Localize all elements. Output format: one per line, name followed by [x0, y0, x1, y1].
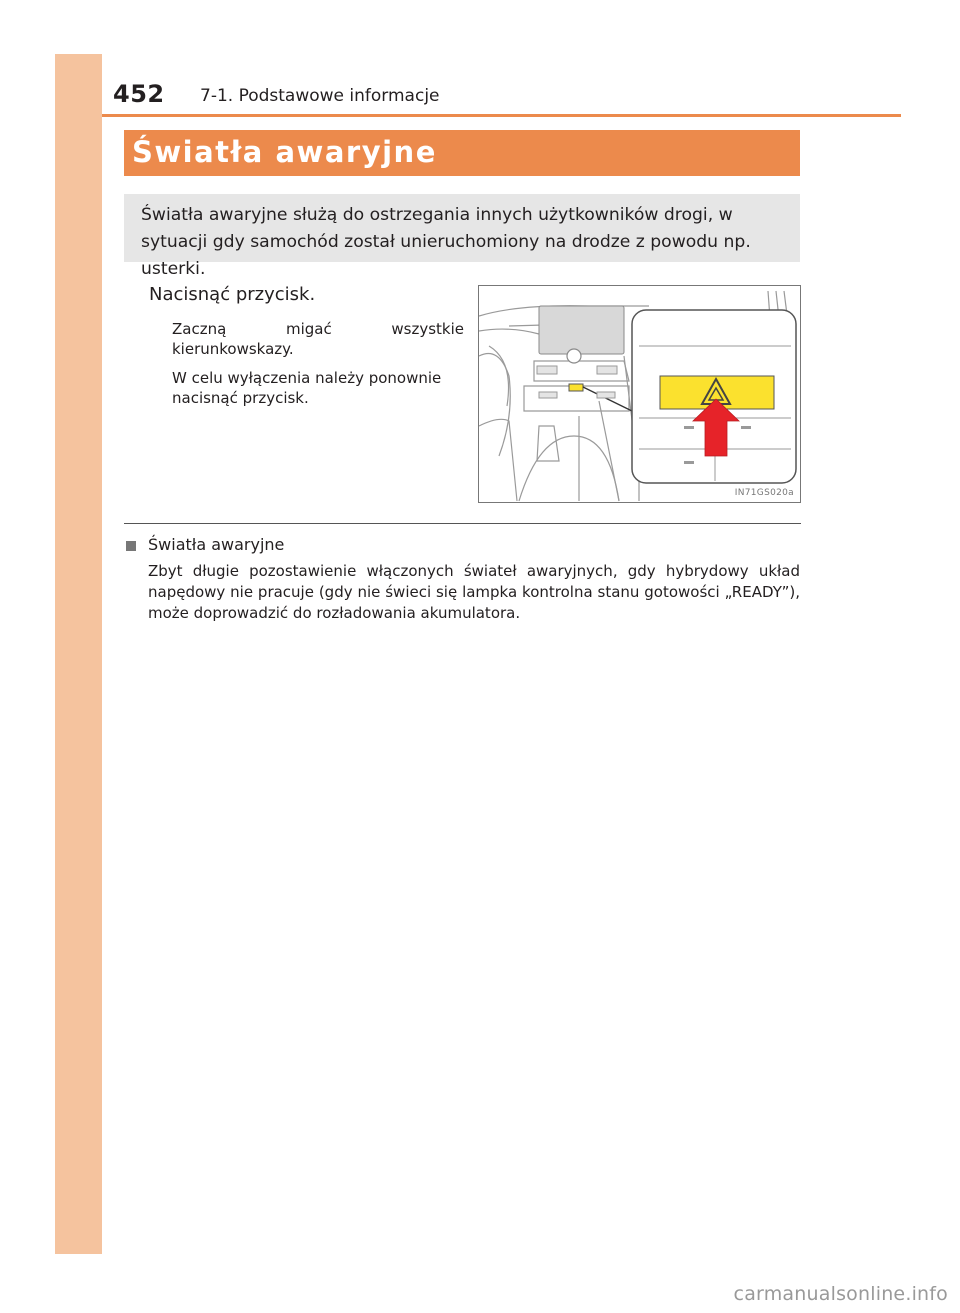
- section-divider: [124, 523, 801, 524]
- section-title: 7-1. Podstawowe informacje: [200, 86, 440, 106]
- step-instruction: Nacisnąć przycisk.: [149, 284, 316, 305]
- info-heading: Światła awaryjne: [148, 535, 285, 554]
- title-bar: [124, 130, 800, 176]
- side-tab-stripe: [55, 54, 102, 1254]
- header-rule: [102, 114, 901, 117]
- page-title: Światła awaryjne: [132, 135, 437, 169]
- intro-text: Światła awaryjne służą do ostrzegania innych użytkowników drogi, w sytuacji gdy samochód został unieruchomiony na drodze z powodu np. usterki.: [141, 205, 751, 279]
- watermark: carmanualsonline.info: [733, 1283, 948, 1305]
- dashboard-illustration: [478, 285, 801, 503]
- figure-code: IN71GS020a: [734, 488, 794, 498]
- step-note-1: Zaczną migać wszystkie kierunkowskazy.: [172, 320, 464, 358]
- step-note-2: W celu wyłączenia należy ponownie nacisnąć przycisk.: [172, 369, 442, 407]
- info-body: Zbyt długie pozostawienie włączonych świateł awaryjnych, gdy hybrydowy układ napędowy nie pracuje (gdy nie świeci się lampka kontrolna stanu gotowości „READY”), może doprowadzić do rozładowania akumulatora.: [148, 562, 800, 622]
- page-number: 452: [113, 80, 165, 108]
- intro-box: [124, 194, 800, 279]
- dashboard-drawing: [479, 286, 801, 503]
- bullet-square: [126, 541, 136, 551]
